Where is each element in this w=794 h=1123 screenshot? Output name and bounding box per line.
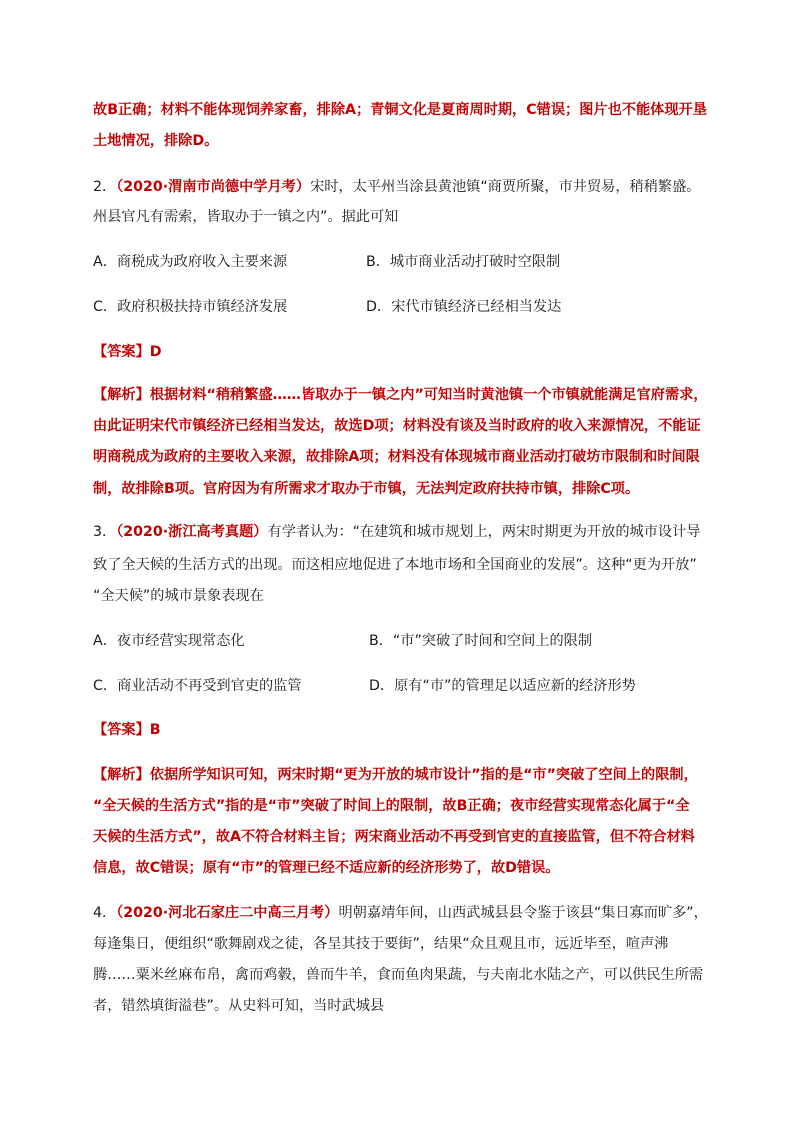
q2-stem-line-1 [93, 177, 700, 197]
q4-stem-line-1 [93, 903, 708, 923]
q2-option-a: A．商税成为政府收入主要来源 [93, 254, 288, 270]
q3-source: （2020·浙江高考真题） [116, 524, 268, 540]
q3-analysis-line-4: 信息，故C错误；原有“市”的管理已经不适应新的经济形势了，故D错误。 [93, 860, 560, 876]
q3-analysis-line-2: “全天候的生活方式”指的是“市”突破了时间上的限制，故B正确；夜市经营实现常态化属于“全 [93, 798, 690, 814]
q3-option-a: A．夜市经营实现常态化 [93, 633, 245, 649]
q4-stem-line-2: 每逢集日，便组织“歌舞剧戏之徒，各呈其技于要街”，结果“众且观且市，远近毕至，喧声沸 [93, 936, 669, 952]
q4-source: （2020·河北石家庄二中高三月考） [116, 905, 339, 921]
q2-analysis-line-3: 明商税成为政府的主要收入来源，故排除A项；材料没有体现城市商业活动打破坊市限制和时间限 [93, 449, 700, 465]
q2-stem-line-2: 州县官凡有需索，皆取办于一镇之内”。据此可知 [93, 209, 399, 225]
q2-stem-text-1: 宋时，太平州当涂县黄池镇“商贾所聚，市井贸易，稍稍繁盛。 [310, 179, 701, 195]
q3-stem-text-1: 有学者认为：“在建筑和城市规划上，两宋时期更为开放的城市设计导 [267, 524, 701, 540]
q3-stem-line-2: 致了全天候的生活方式的出现。而这相应地促进了本地市场和全国商业的发展”。这种“更为开放” [93, 557, 697, 573]
q3-option-c: C．商业活动不再受到官吏的监管 [93, 678, 302, 694]
q4-stem-line-4: 者，错然填街溢巷”。从史料可知，当时武城县 [93, 998, 385, 1014]
q4-stem-line-3: 腾……粟米丝麻布帛，禽而鸡豰，兽而牛羊，食而鱼肉果蔬，与夫南北水陆之产，可以供民生所需 [93, 967, 704, 983]
q3-analysis-line-3: 天候的生活方式”，故A不符合材料主旨；两宋商业活动不再受到官吏的直接监管，但不符合材料 [93, 829, 695, 845]
q2-analysis-line-2: 由此证明宋代市镇经济已经相当发达，故选D项；材料没有谈及当时政府的收入来源情况，不能证 [93, 418, 701, 434]
q2-analysis-line-4: 制，故排除B项。官府因为有所需求才取办于市镇，无法判定政府扶持市镇，排除C项。 [93, 481, 640, 497]
q2-answer: 【答案】D [93, 344, 162, 360]
q2-analysis-line-1: 【解析】根据材料“稍稍繁盛……皆取办于一镇之内”可知当时黄池镇一个市镇就能满足官府需求， [93, 387, 708, 403]
prev-analysis-line-2: 土地情况，排除D。 [93, 133, 219, 149]
prev-analysis-line-1: 故B正确；材料不能体现饲养家畜，排除A；青铜文化是夏商周时期，C错误；图片也不能体现开垦 [93, 102, 707, 118]
q2-option-d: D．宋代市镇经济已经相当发达 [366, 299, 562, 315]
q2-source: （2020·渭南市尚德中学月考） [116, 179, 311, 195]
q4-number: 4． [93, 905, 117, 921]
q3-number: 3． [93, 524, 117, 540]
q3-answer: 【答案】B [93, 722, 161, 738]
q2-option-c: C．政府积极扶持市镇经济发展 [93, 299, 288, 315]
q2-option-b: B．城市商业活动打破时空限制 [366, 254, 561, 270]
q3-stem-line-1 [93, 522, 700, 542]
q3-stem-line-3: “全天候”的城市景象表现在 [93, 588, 264, 604]
q3-analysis-line-1: 【解析】依据所学知识可知，两宋时期“更为开放的城市设计”指的是“市”突破了空间上的限制， [93, 767, 698, 783]
q2-number: 2． [93, 179, 117, 195]
q3-option-d: D．原有“市”的管理足以适应新的经济形势 [369, 678, 636, 694]
q3-option-b: B．“市”突破了时间和空间上的限制 [369, 633, 593, 649]
q4-stem-text-1: 明朝嘉靖年间，山西武城县县令鉴于该县“集日寡而旷多”， [338, 905, 708, 921]
